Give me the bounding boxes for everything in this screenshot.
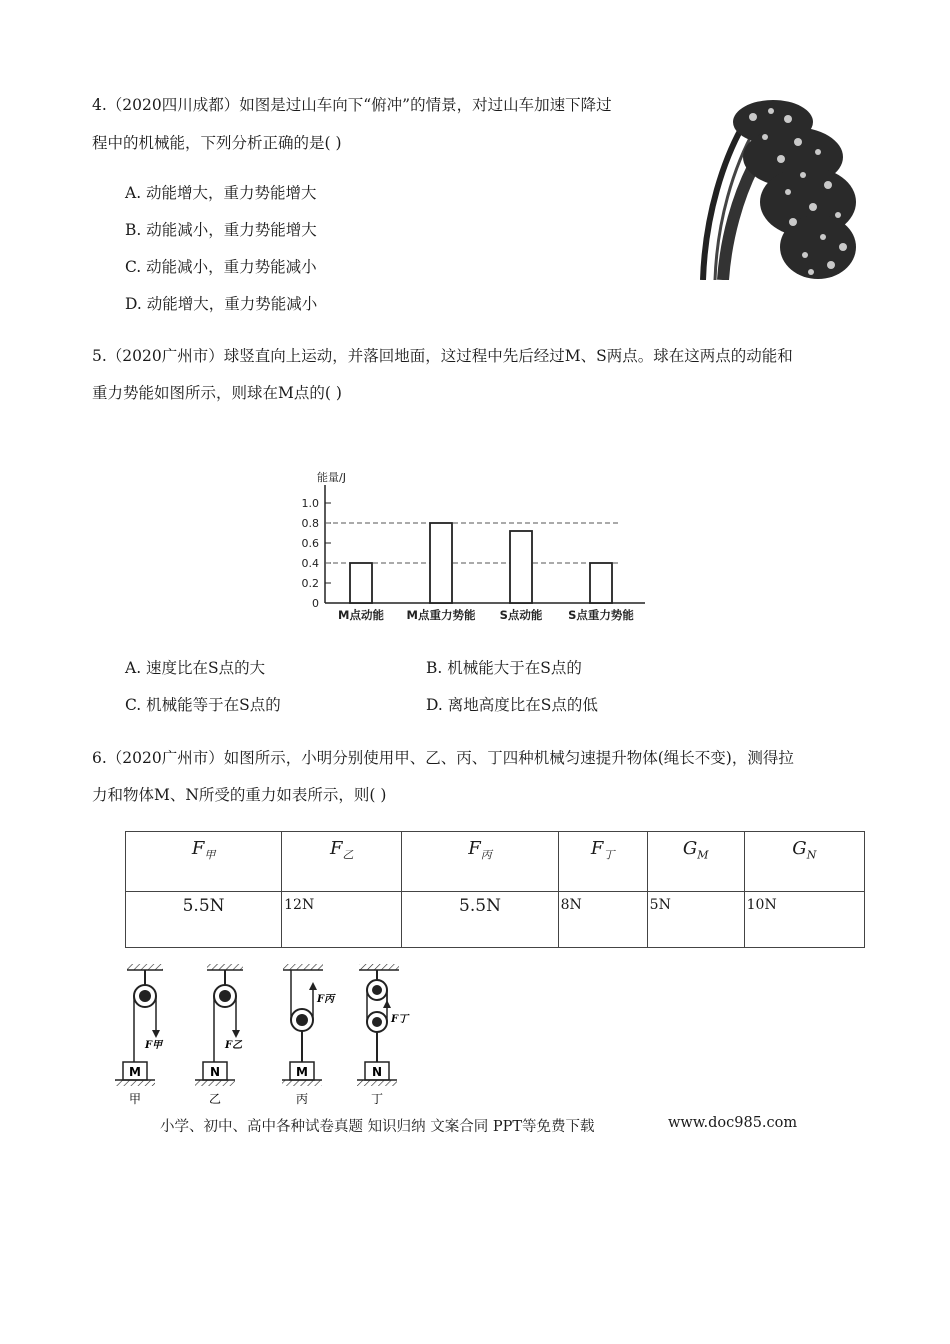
bar — [590, 563, 612, 603]
pulley-label-bing: 丙 — [295, 1092, 309, 1106]
bar — [350, 563, 372, 603]
y-tick-label: 0 — [312, 597, 319, 610]
header-f-ding: $F_丁$ — [558, 832, 647, 892]
y-axis-label: 能量/J — [317, 471, 346, 484]
value-f-ding: 8N — [558, 892, 647, 948]
block-label-jia: M — [129, 1065, 141, 1079]
q5-option-d: D. 离地高度比在S点的低 — [426, 696, 598, 714]
q4-line1: 4.（2020四川成都）如图是过山车向下“俯冲”的情景，对过山车加速下降过 — [92, 96, 612, 114]
category-label: S点动能 — [499, 608, 543, 622]
q5-option-c: C. 机械能等于在S点的 — [125, 696, 281, 714]
pulley-ding — [357, 964, 410, 1106]
force-table-value-row — [126, 892, 865, 948]
pulley-label-yi: 乙 — [208, 1092, 222, 1106]
q6-line2: 力和物体M、N所受的重力如表所示，则( ) — [92, 786, 387, 804]
header-f-yi: $F_乙$ — [282, 832, 402, 892]
category-label: M点重力势能 — [406, 608, 476, 622]
roller-coaster-image — [693, 97, 859, 280]
header-f-jia: $F_甲$ — [126, 832, 282, 892]
footer-url[interactable]: www.doc985.com — [668, 1115, 798, 1131]
header-g-m: $G_M$ — [647, 832, 744, 892]
y-tick-label: 1.0 — [301, 497, 319, 510]
q5-line1: 5.（2020广州市）球竖直向上运动，并落回地面，这过程中先后经过M、S两点。球在这两点的动能和 — [92, 347, 793, 365]
bar — [430, 523, 452, 603]
force-table — [125, 831, 865, 948]
q4-option-c: C. 动能减小，重力势能减小 — [125, 258, 317, 276]
pulley-jia — [115, 964, 164, 1106]
value-f-yi: 12N — [282, 892, 402, 948]
q5-option-b: B. 机械能大于在S点的 — [426, 659, 582, 677]
pulley-label-ding: 丁 — [370, 1092, 384, 1106]
bar — [510, 531, 532, 603]
q5-line2: 重力势能如图所示，则球在M点的( ) — [92, 384, 342, 402]
value-f-bing: 5.5N — [402, 892, 558, 948]
y-tick-label: 0.6 — [301, 537, 319, 550]
pulley-label-jia: 甲 — [128, 1092, 142, 1106]
energy-bar-chart — [280, 465, 660, 625]
force-table-header-row — [126, 832, 865, 892]
header-f-bing: $F_丙$ — [402, 832, 558, 892]
header-g-n: $G_N$ — [744, 832, 864, 892]
y-tick-label: 0.2 — [301, 577, 319, 590]
force-label-bing: F丙 — [317, 994, 335, 1005]
q4-line2: 程中的机械能，下列分析正确的是( ) — [92, 134, 342, 152]
q5-option-a: A. 速度比在S点的大 — [125, 659, 266, 677]
q4-option-b: B. 动能减小，重力势能增大 — [125, 221, 317, 239]
block-label-ding: N — [371, 1065, 383, 1079]
force-label-ding: F丁 — [391, 1014, 409, 1025]
category-label: M点动能 — [338, 608, 384, 622]
force-label-jia: F甲 — [145, 1040, 163, 1051]
pulley-diagrams — [115, 960, 415, 1110]
y-tick-label: 0.4 — [301, 557, 319, 570]
pulley-bing — [282, 964, 336, 1106]
y-tick-label: 0.8 — [301, 517, 319, 530]
q6-line1: 6.（2020广州市）如图所示，小明分别使用甲、乙、丙、丁四种机械匀速提升物体(绳长不变)，测得拉 — [92, 749, 794, 767]
value-g-n: 10N — [744, 892, 864, 948]
value-g-m: 5N — [647, 892, 744, 948]
q4-option-d: D. 动能增大，重力势能减小 — [125, 295, 318, 313]
category-label: S点重力势能 — [568, 608, 634, 622]
value-f-jia: 5.5N — [126, 892, 282, 948]
pulley-yi — [195, 964, 243, 1106]
q4-option-a: A. 动能增大，重力势能增大 — [125, 184, 317, 202]
footer-text: 小学、初中、高中各种试卷真题 知识归纳 文案合同 PPT等免费下载 — [160, 1119, 595, 1135]
block-label-yi: N — [209, 1065, 221, 1079]
block-label-bing: M — [296, 1065, 308, 1079]
force-label-yi: F乙 — [225, 1040, 243, 1051]
